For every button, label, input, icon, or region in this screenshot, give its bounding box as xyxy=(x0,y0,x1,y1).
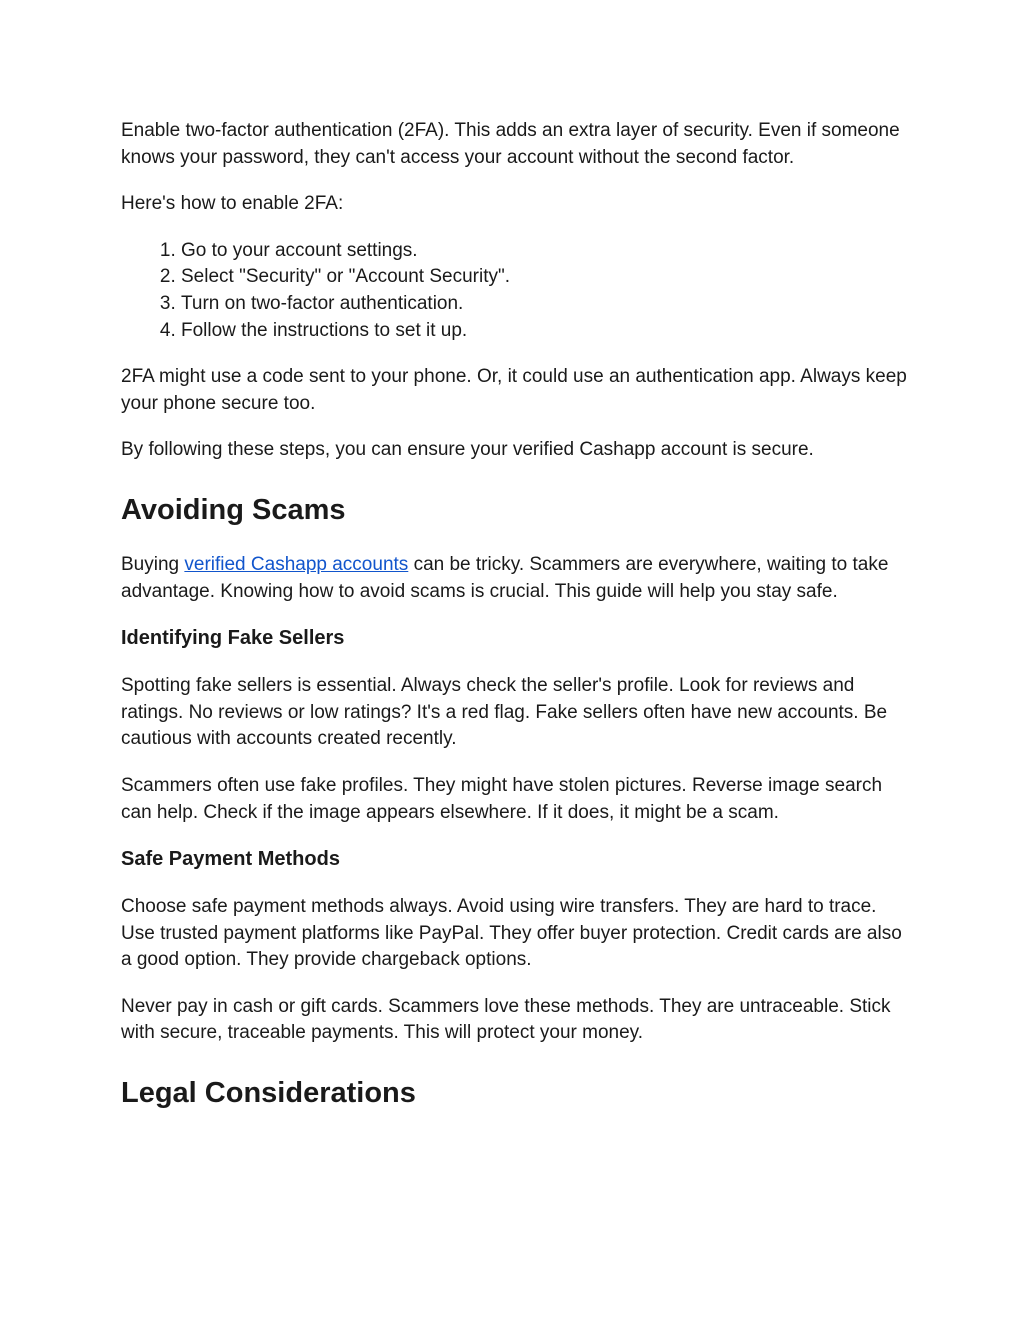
paragraph-never-pay: Never pay in cash or gift cards. Scammers love these methods. They are untraceable. Stick with secure, traceable payments. This will protect your money. xyxy=(121,995,891,1044)
list-item: 3. Turn on two-factor authentication. xyxy=(181,291,911,318)
paragraph-summary: By following these steps, you can ensure your verified Cashapp account is secure. xyxy=(121,439,814,461)
steps-list xyxy=(121,238,911,344)
heading-identifying-fake-sellers: Identifying Fake Sellers xyxy=(121,627,345,650)
paragraph-buying-start: Buying xyxy=(121,553,185,575)
heading-legal-considerations: Legal Considerations xyxy=(121,1077,416,1110)
paragraph-fake-sellers: Spotting fake sellers is essential. Always check the seller's profile. Look for reviews and ratings. No reviews or low ratings? It's a red flag. Fake sellers often have new accounts. Be cautious with accounts created recently. xyxy=(121,675,888,750)
paragraph-buying xyxy=(121,552,911,605)
list-item: 1. Go to your account settings. xyxy=(181,238,911,265)
document-page xyxy=(121,118,911,1135)
heading-safe-payment-methods: Safe Payment Methods xyxy=(121,848,340,871)
paragraph-2fa-methods: 2FA might use a code sent to your phone. Or, it could use an authentication app. Always keep your phone secure too. xyxy=(121,366,907,414)
paragraph-fake-profiles: Scammers often use fake profiles. They might have stolen pictures. Reverse image search can help. Check if the image appears elsewhere. If it does, it might be a scam. xyxy=(121,774,883,823)
verified-accounts-link[interactable]: verified Cashapp accounts xyxy=(184,553,409,575)
paragraph-safe-payments: Choose safe payment methods always. Avoid using wire transfers. They are hard to trace. Use trusted payment platforms like PayPal. They offer buyer protection. Credit cards are also a good option. They provide chargeback options. xyxy=(121,896,902,971)
paragraph-2fa-intro: Enable two-factor authentication (2FA). This adds an extra layer of security. Even if someone knows your password, they can't access your account without the second factor. xyxy=(121,120,900,168)
heading-avoiding-scams: Avoiding Scams xyxy=(121,493,346,526)
list-item: 2. Select "Security" or "Account Security". xyxy=(181,264,911,291)
paragraph-buying-end: can be tricky. Scammers are everywhere, waiting to take advantage. Knowing how to avoid scams is crucial. This guide will help you stay safe. xyxy=(121,553,889,602)
list-item: 4. Follow the instructions to set it up. xyxy=(181,318,911,345)
paragraph-how-to: Here's how to enable 2FA: xyxy=(121,193,344,215)
